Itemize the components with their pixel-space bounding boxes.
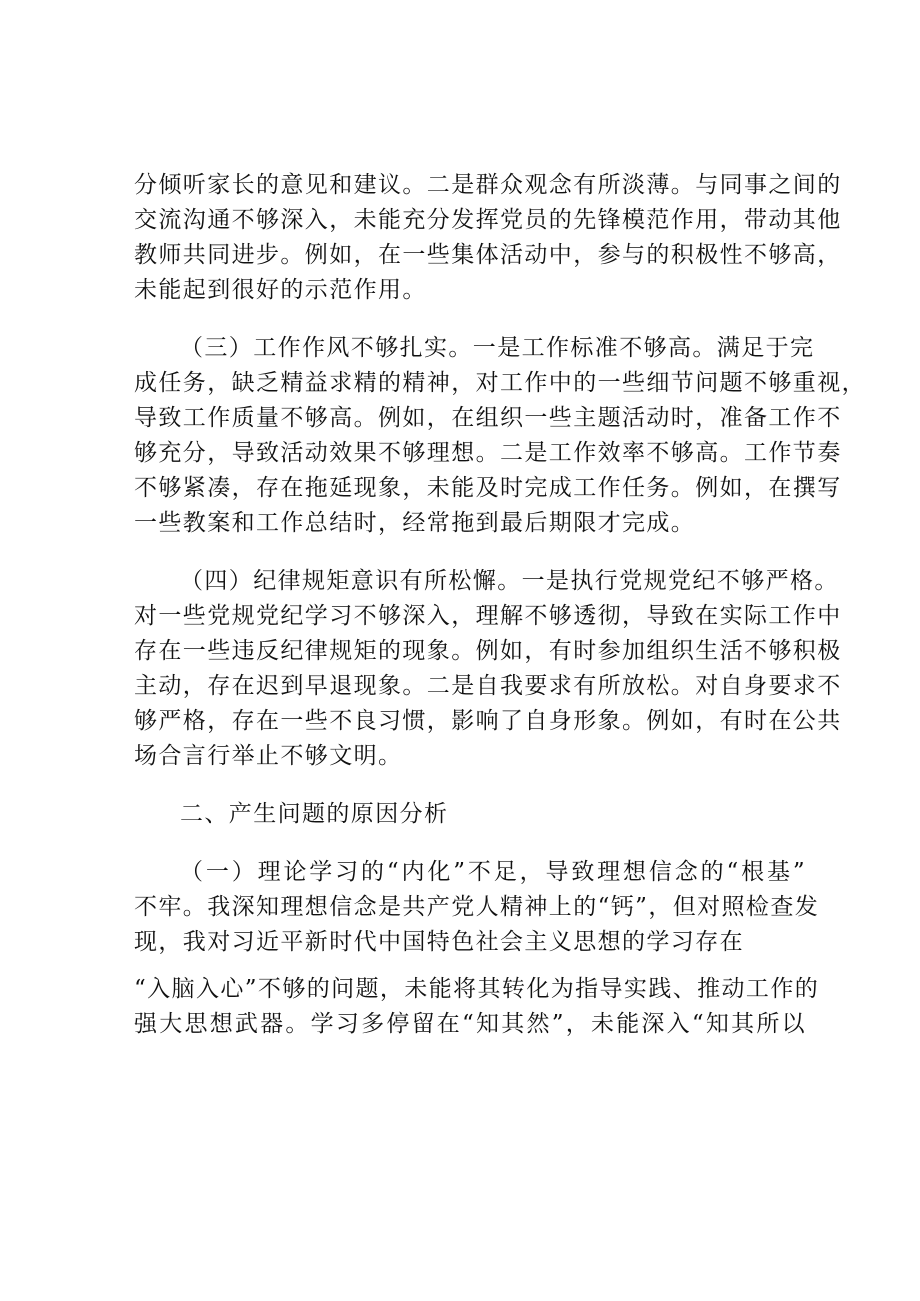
text-line: 够充分，导致活动效果不够理想。二是工作效率不够高。工作节奏 (134, 440, 842, 466)
text-line: 存在一些违反纪律规矩的现象。例如，有时参加组织生活不够积极 (134, 638, 842, 664)
paragraph-discipline (134, 564, 842, 774)
text-line: 对一些党规党纪学习不够深入，理解不够透彻，导致在实际工作中 (134, 603, 842, 629)
text-line: 一些教案和工作总结时，经常拖到最后期限才完成。 (134, 510, 696, 536)
text-line: （三）工作作风不够扎实。一是工作标准不够高。满足于完 (180, 335, 815, 361)
text-line: 主动，存在迟到早退现象。二是自我要求有所放松。对自身要求不 (134, 673, 842, 699)
text-line: 不牢。我深知理想信念是共产党人精神上的“钙”，但对照检查发 (134, 894, 820, 920)
text-line: 不够紧凑，存在拖延现象，未能及时完成工作任务。例如，在撰写 (134, 475, 842, 501)
text-line: 够严格，存在一些不良习惯，影响了自身形象。例如，有时在公共 (134, 708, 842, 734)
text-line: 场合言行举止不够文明。 (134, 743, 403, 769)
text-line: （一）理论学习的“内化”不足，导致理想信念的“根基” (180, 859, 806, 885)
text-line: 教师共同进步。例如，在一些集体活动中，参与的积极性不够高， (134, 242, 842, 268)
text-line: 分倾听家长的意见和建议。二是群众观念有所淡薄。与同事之间的 (134, 172, 842, 198)
text-line: “入脑入心”不够的问题，未能将其转化为指导实践、推动工作的 (134, 976, 820, 1002)
document-body (134, 168, 866, 1065)
paragraph-1 (134, 168, 842, 308)
text-line: 交流沟通不够深入，未能充分发挥党员的先锋模范作用，带动其他 (134, 207, 842, 233)
text-line: 强大思想武器。学习多停留在“知其然”，未能深入“知其所以 (134, 1011, 806, 1037)
text-line: 现，我对习近平新时代中国特色社会主义思想的学习存在 (134, 929, 744, 955)
text-line: 成任务，缺乏精益求精的精神，对工作中的一些细节问题不够重视， (134, 370, 866, 396)
text-line: 未能起到很好的示范作用。 (134, 277, 427, 303)
section-heading: 二、产生问题的原因分析 (180, 801, 449, 827)
paragraph-work-style (134, 331, 866, 541)
paragraph-theory-study (134, 855, 820, 1042)
text-line: （四）纪律规矩意识有所松懈。一是执行党规党纪不够严格。 (180, 568, 839, 594)
text-line: 导致工作质量不够高。例如，在组织一些主题活动时，准备工作不 (134, 405, 842, 431)
